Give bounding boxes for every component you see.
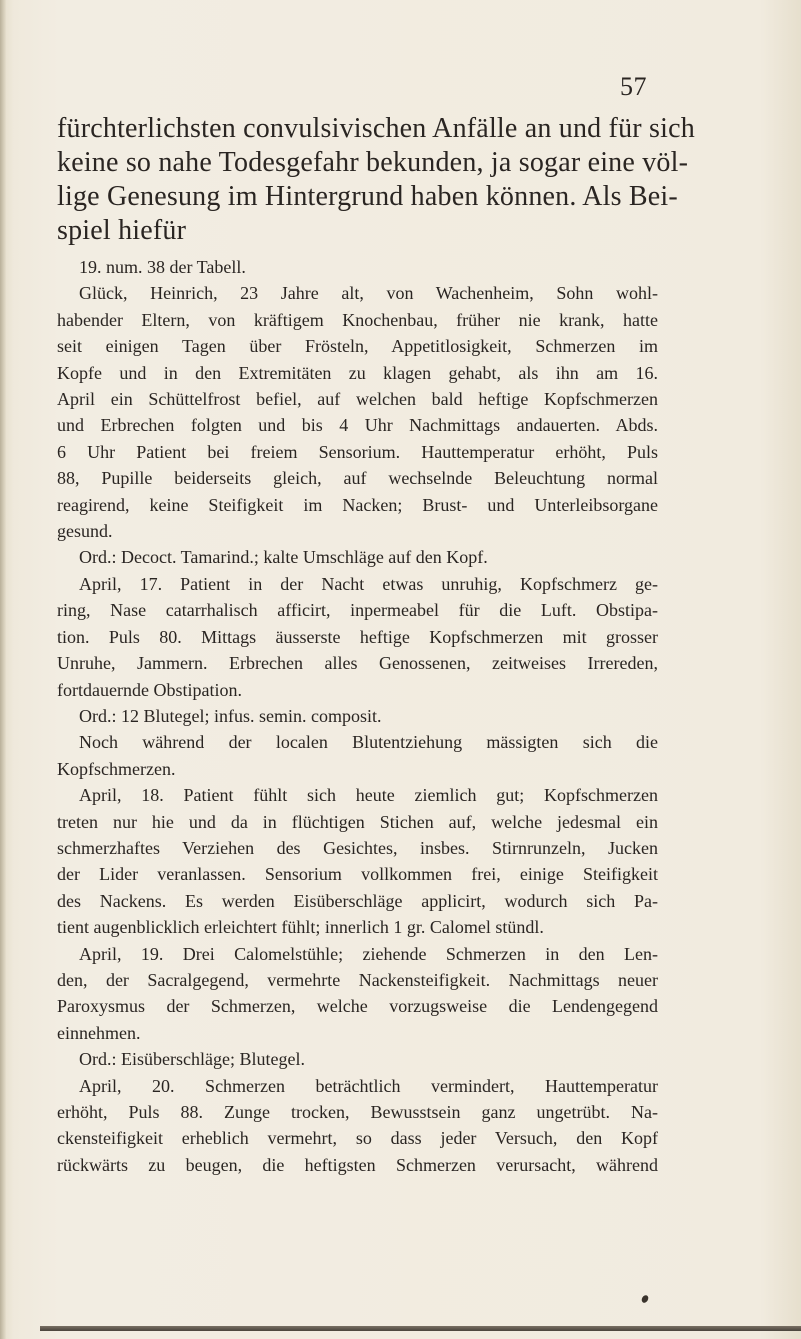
paragraph-line: April ein Schüttelfrost befiel, auf welchen bald heftige Kopfschmerzen xyxy=(57,389,658,410)
case-heading-text: 19. num. 38 der Tabell. xyxy=(79,257,246,277)
paragraph-line: Glück, Heinrich, 23 Jahre alt, von Wachenheim, Sohn wohl- xyxy=(79,283,658,304)
intro-line-2: keine so nahe Todesgefahr bekunden, ja sogar eine völ- xyxy=(57,147,689,178)
paragraph-line: ring, Nase catarrhalisch afficirt, inpermeabel für die Luft. Obstipa- xyxy=(57,600,658,621)
paragraph-april-18 xyxy=(57,782,658,940)
paragraph-april-19 xyxy=(57,941,658,1047)
paragraph-line: erhöht, Puls 88. Zunge trocken, Bewusstsein ganz ungetrübt. Na- xyxy=(57,1102,658,1122)
paragraph-line: April, 19. Drei Calomelstühle; ziehende Schmerzen in den Len- xyxy=(79,943,658,964)
case-heading xyxy=(57,254,658,280)
paragraph-line: seit einigen Tagen über Frösteln, Appetitlosigkeit, Schmerzen im xyxy=(57,336,658,357)
paragraph-ordination-1 xyxy=(57,544,658,570)
page-bottom-edge xyxy=(40,1326,801,1331)
paragraph-line: Ord.: Eisüberschläge; Blutegel. xyxy=(79,1049,305,1070)
paragraph-ordination-2 xyxy=(57,703,658,729)
paragraph-line: der Lider veranlassen. Sensorium vollkommen frei, einige Steifigkeit xyxy=(57,864,658,885)
paragraph-line: 88, Pupille beiderseits gleich, auf wechselnde Beleuchtung normal xyxy=(57,468,658,489)
paragraph-line: April, 17. Patient in der Nacht etwas unruhig, Kopfschmerz ge- xyxy=(79,573,658,594)
paragraph-line: Unruhe, Jammern. Erbrechen alles Genossenen, zeitweises Irrereden, xyxy=(57,653,658,674)
paragraph-line: Kopfe und in den Extremitäten zu klagen gehabt, als ihn am 16. xyxy=(57,362,658,383)
page-text xyxy=(57,112,695,1178)
paragraph-line: Noch während der localen Blutentziehung mässigten sich die xyxy=(79,732,658,753)
paragraph-line: April, 18. Patient fühlt sich heute ziemlich gut; Kopfschmerzen xyxy=(79,785,658,806)
paragraph-ordination-3 xyxy=(57,1046,658,1072)
paragraph-line: Kopfschmerzen. xyxy=(57,758,176,779)
paragraph-line: gesund. xyxy=(57,521,113,542)
paragraph-line: fortdauernde Obstipation. xyxy=(57,679,242,700)
paragraph-line: schmerzhaftes Verziehen des Gesichtes, insbes. Stirnrunzeln, Jucken xyxy=(57,837,658,858)
paragraph-line: einnehmen. xyxy=(57,1022,141,1043)
paragraph-line: 6 Uhr Patient bei freiem Sensorium. Hauttemperatur erhöht, Puls xyxy=(57,441,658,462)
paragraph-april-20 xyxy=(57,1073,658,1179)
paragraph-april-17 xyxy=(57,571,658,703)
paragraph-line: Paroxysmus der Schmerzen, welche vorzugsweise die Lendengegend xyxy=(57,996,658,1017)
intro-line-1: fürchterlichsten convulsivischen Anfälle an und für sich xyxy=(57,113,695,144)
page-binding-edge xyxy=(0,0,6,1339)
paragraph-line: treten nur hie und da in flüchtigen Stichen auf, welche jedesmal ein xyxy=(57,811,658,832)
paragraph-line: habender Eltern, von kräftigem Knochenbau, früher nie krank, hatte xyxy=(57,309,658,330)
paragraph-line: ckensteifigkeit erheblich vermehrt, so dass jeder Versuch, den Kopf xyxy=(57,1128,658,1149)
paragraph-line: den, der Sacralgegend, vermehrte Nackensteifigkeit. Nachmittags neuer xyxy=(57,969,658,990)
paragraph-case-history xyxy=(57,280,658,544)
paragraph-line: April, 20. Schmerzen beträchtlich vermindert, Hauttemperatur xyxy=(79,1075,658,1096)
paragraph-line: Ord.: Decoct. Tamarind.; kalte Umschläge auf den Kopf. xyxy=(79,547,488,568)
paragraph-line: des Nackens. Es werden Eisüberschläge applicirt, wodurch sich Pa- xyxy=(57,890,658,911)
paragraph-line: tient augenblicklich erleichtert fühlt; innerlich 1 gr. Calomel stündl. xyxy=(57,917,544,938)
paragraph-line: Ord.: 12 Blutegel; infus. semin. composit. xyxy=(79,705,382,726)
intro-line-4: spiel hiefür xyxy=(57,215,187,246)
paragraph-line: tion. Puls 80. Mittags äusserste heftige Kopfschmerzen mit grosser xyxy=(57,626,658,647)
paragraph-blood-letting xyxy=(57,729,658,782)
intro-line-3: lige Genesung im Hintergrund haben können. Als Bei- xyxy=(57,181,678,212)
page-number: 57 xyxy=(620,72,647,101)
paragraph-line: reagirend, keine Steifigkeit im Nacken; Brust- und Unterleibsorgane xyxy=(57,494,658,515)
paragraph-line: und Erbrechen folgten und bis 4 Uhr Nachmittags andauerten. Abds. xyxy=(57,415,658,436)
ink-smudge xyxy=(640,1294,649,1304)
paragraph-line: rückwärts zu beugen, die heftigsten Schmerzen verursacht, während xyxy=(57,1154,658,1175)
